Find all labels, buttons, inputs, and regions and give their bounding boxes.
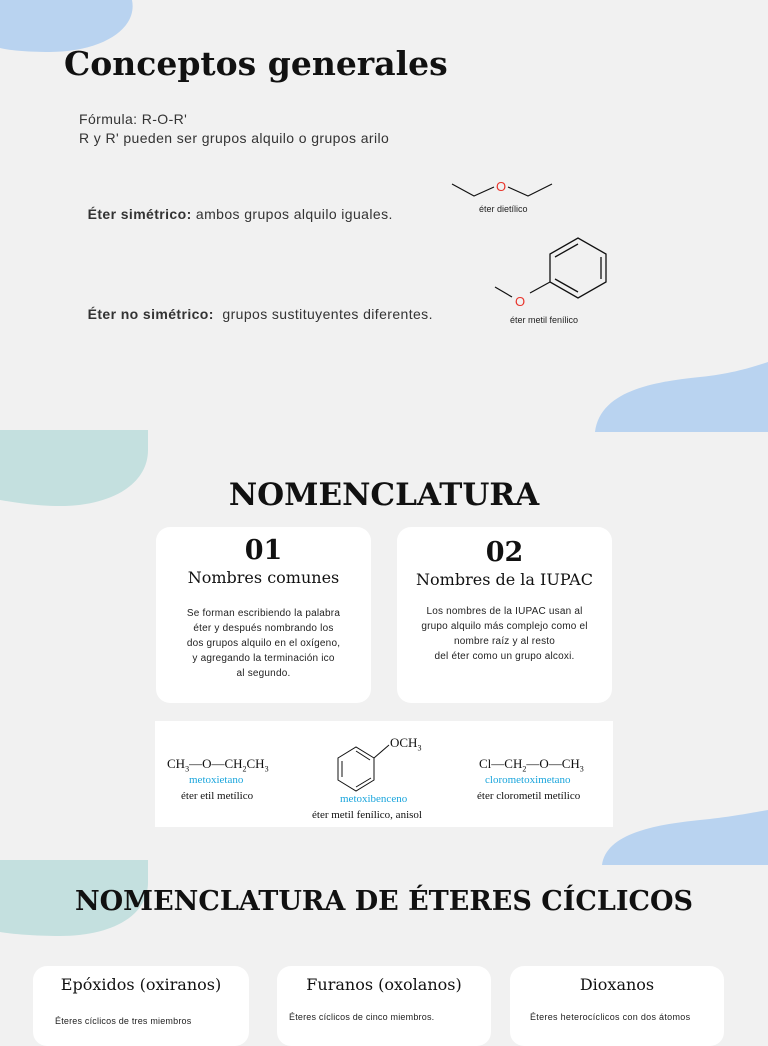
example-chloromethoxymethane: [479, 756, 609, 802]
decorative-blob-right-2: [600, 810, 768, 865]
card-description: Éteres cíclicos de cinco miembros.: [289, 1012, 435, 1022]
card-number: 01: [244, 535, 283, 566]
nonsymmetric-ether-text: [79, 290, 433, 322]
card-description: Los nombres de la IUPAC usan al grupo alquilo más complejo como el nombre raíz y al resto del éter como un grupo alcoxi.: [421, 606, 588, 662]
card-epoxides: [33, 966, 249, 1046]
example-iupac-name: metoxibenceno: [340, 793, 408, 805]
example-methoxyethane: [167, 756, 297, 802]
nonsymmetric-ether-desc: grupos sustituyentes diferentes.: [213, 306, 433, 322]
section-title-conceptos: Conceptos generales: [64, 44, 448, 83]
symmetric-ether-text: [79, 190, 393, 222]
card-furans: [277, 966, 491, 1046]
card-common-names: [156, 527, 371, 703]
card-description: Se forman escribiendo la palabra éter y después nombrando los dos grupos alquilo en el oxígeno, y agregando la terminación ico al segundo.: [186, 608, 341, 679]
example-common-name: éter metil fenílico, anisol: [312, 809, 422, 821]
decorative-blob-right-1: [590, 362, 768, 432]
diethyl-oxygen-atom: O: [496, 179, 507, 194]
card-heading: Epóxidos (oxiranos): [60, 975, 222, 994]
phenyl-oxygen-atom: O: [515, 294, 526, 309]
card-description: Éteres cíclicos de tres miembros: [55, 1016, 192, 1026]
example-formula: $Cl—CH_2—O—CH_3$: [479, 756, 584, 774]
anisole-substituent: $OCH_3$: [390, 735, 422, 753]
symmetric-ether-label: Éter simétrico:: [87, 206, 192, 222]
section-title-cyclic-ethers: NOMENCLATURA DE ÉTERES CÍCLICOS: [74, 886, 693, 917]
example-iupac-name: clorometoximetano: [485, 773, 571, 786]
diethyl-ether-caption: éter dietílico: [479, 204, 528, 214]
nomenclature-examples-panel: [155, 721, 613, 827]
diethyl-ether-structure: [448, 174, 558, 204]
card-heading: Nombres de la IUPAC: [416, 570, 593, 589]
section-title-nomenclatura: NOMENCLATURA: [228, 477, 540, 513]
methyl-phenyl-ether-caption: éter metil fenílico: [510, 315, 579, 325]
symmetric-ether-desc: ambos grupos alquilo iguales.: [191, 206, 393, 222]
example-formula: $CH_3—O—CH_2CH_3$: [167, 756, 269, 774]
methyl-phenyl-ether-structure: [490, 232, 615, 312]
card-number: 02: [485, 537, 524, 568]
card-iupac-names: [397, 527, 612, 703]
card-heading: Dioxanos: [579, 975, 655, 994]
example-common-name: éter etil metílico: [181, 789, 254, 802]
example-iupac-name: metoxietano: [189, 773, 244, 786]
card-heading: Furanos (oxolanos): [306, 975, 462, 994]
card-heading: Nombres comunes: [187, 568, 340, 587]
formula-text: Fórmula: R-O-R': [79, 111, 188, 127]
groups-text: R y R' pueden ser grupos alquilo o grupos arilo: [79, 130, 390, 146]
card-description: Éteres heterocíclicos con dos átomos: [530, 1012, 691, 1022]
card-dioxanes: [510, 966, 724, 1046]
example-common-name: éter clorometil metílico: [477, 789, 581, 802]
nonsymmetric-ether-label: Éter no simétrico:: [87, 306, 214, 322]
